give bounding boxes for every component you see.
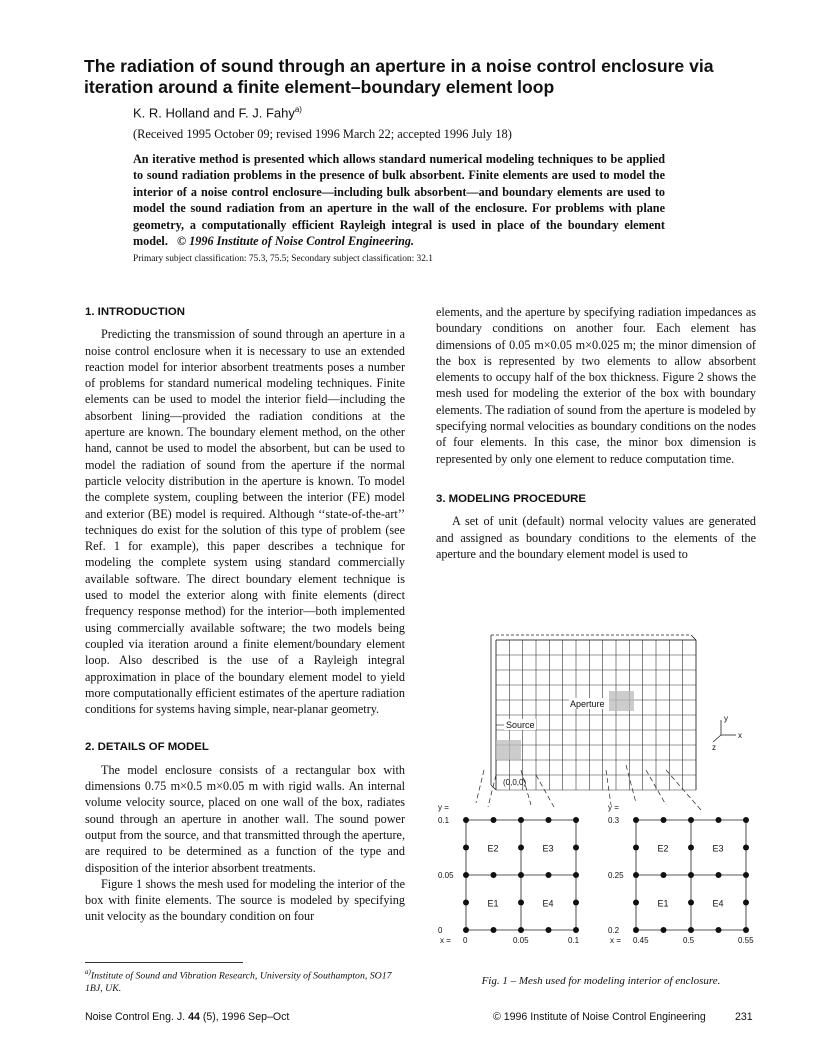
mesh-node bbox=[661, 927, 667, 933]
authors: K. R. Holland and F. J. Fahy bbox=[133, 105, 295, 121]
mesh-node bbox=[743, 872, 749, 878]
abstract-text: An iterative method is presented which allows standard numerical modeling techniques to be applied to sound radiation problems in the presence of bulk absorbent. Finite elements are used to model the interior of a noise control enclosure—including bulk absorbent—and boundary elements are used to model the sound radiation from an aperture in the wall of the enclosure. For problems with plane geometry, a computationally efficient Rayleigh integral is used in place of the boundary element model. bbox=[133, 152, 665, 249]
element-label: E3 bbox=[542, 843, 554, 854]
mesh-node bbox=[518, 872, 524, 878]
author-footnote-mark: a) bbox=[294, 105, 302, 114]
abstract bbox=[133, 151, 665, 249]
y-tick-label: 0.05 bbox=[438, 871, 454, 880]
mesh-diagram bbox=[436, 625, 766, 955]
detail-left bbox=[438, 803, 580, 945]
subject-classification: Primary subject classification: 75.3, 75.5; Secondary subject classification: 32.1 bbox=[133, 254, 433, 264]
mesh-node bbox=[546, 817, 552, 823]
footnote-text: Institute of Sound and Vibration Research, University of Southampton, SO17 1BJ, UK. bbox=[85, 970, 392, 994]
footer-journal bbox=[85, 1011, 289, 1023]
mesh-node bbox=[716, 817, 722, 823]
mesh-node bbox=[463, 900, 469, 906]
introduction-paragraph: Predicting the transmission of sound through an aperture in a noise control enclosure when it is necessary to use an extended reaction model for interior absorbent treatments poses a number of problems for standard numerical modeling techniques. Finite elements can be used to model the interior field—including the absorbent lining—provided the radiation conditions at the aperture are known. The boundary element method, on the other hand, cannot be used to model the absorbent, but can be used to model the radiation of sound from the aperture if the normal particle velocity distribution in the aperture is known. To model the complete system, coupling between the interior (FE) model and exterior (BE) model is required. Although ‘‘state-of-the-art’’ techniques do exist for the solution of this type of problem (see Ref. 1 for example), this paper describes a technique for modeling the complete system using standard commercially available software. The direct boundary element technique is used to model the exterior along with finite elements (direct frequency response method) for the interior—both implemented using commercially available software; the two models being coupled via iteration around a finite element/boundary element loop. Also described is the use of a Rayleigh integral approximation in place of the boundary element model to yield more computationally efficient estimates of the aperture radiation conditions for systems having simple, near-planar geometry. bbox=[85, 327, 405, 717]
right-column bbox=[436, 304, 756, 562]
aperture-region bbox=[609, 691, 634, 711]
x-tick-label: 0.55 bbox=[738, 936, 754, 945]
y-tick-label: 0.25 bbox=[608, 871, 624, 880]
y-tick-label: 0.3 bbox=[608, 816, 620, 825]
mesh-node bbox=[491, 927, 497, 933]
mesh-node bbox=[573, 845, 579, 851]
mesh-node bbox=[573, 900, 579, 906]
mesh-node bbox=[573, 927, 579, 933]
mesh-node bbox=[716, 872, 722, 878]
mesh-node bbox=[573, 872, 579, 878]
axis-z-label: z bbox=[712, 743, 716, 752]
section-heading-procedure: 3. MODELING PROCEDURE bbox=[436, 492, 586, 505]
mesh-node bbox=[518, 900, 524, 906]
mesh-node bbox=[633, 817, 639, 823]
mesh-node bbox=[633, 927, 639, 933]
mesh-node bbox=[463, 845, 469, 851]
x-axis-label: x = bbox=[610, 936, 621, 945]
procedure-paragraph: A set of unit (default) normal velocity values are generated and assigned as boundary conditions to the elements of the aperture and the boundary element model is used to bbox=[436, 514, 756, 561]
mesh-node bbox=[743, 845, 749, 851]
x-axis-label: x = bbox=[440, 936, 451, 945]
details-paragraph-1: The model enclosure consists of a rectangular box with dimensions 0.75 m×0.5 m×0.05 m with rigid walls. An internal volume velocity source, placed on one wall of the box, radiates sound through an aperture in another wall. The sound power output from the source, and that transmitted through the aperture, are required to be determined as a function of the type and disposition of the interior absorbent treatments. bbox=[85, 762, 405, 875]
origin-label: (0,0,0) bbox=[503, 778, 527, 787]
source-region bbox=[496, 740, 521, 760]
mesh-node bbox=[518, 927, 524, 933]
left-column bbox=[85, 304, 405, 925]
footer-copyright: © 1996 Institute of Noise Control Engineering bbox=[493, 1011, 706, 1023]
mesh-node bbox=[688, 845, 694, 851]
journal-name: Noise Control Eng. J. bbox=[85, 1011, 186, 1023]
mesh-grid bbox=[496, 640, 696, 790]
mesh-node bbox=[633, 900, 639, 906]
footnote-rule bbox=[85, 962, 243, 963]
mesh-node bbox=[633, 845, 639, 851]
received-dates: (Received 1995 October 09; revised 1996 March 22; accepted 1996 July 18) bbox=[133, 127, 512, 141]
mesh-node bbox=[688, 927, 694, 933]
element-label: E1 bbox=[657, 898, 669, 909]
journal-issue: (5), 1996 Sep–Oct bbox=[202, 1011, 290, 1023]
mesh-node bbox=[661, 872, 667, 878]
detail-right bbox=[608, 803, 754, 945]
mesh-node bbox=[546, 872, 552, 878]
x-tick-label: 0.05 bbox=[513, 936, 529, 945]
mesh-node bbox=[463, 872, 469, 878]
mesh-node bbox=[688, 900, 694, 906]
element-label: E1 bbox=[487, 898, 499, 909]
footnote bbox=[85, 966, 410, 995]
mesh-node bbox=[518, 845, 524, 851]
mesh-node bbox=[688, 872, 694, 878]
paper-title: The radiation of sound through an aperture in a noise control enclosure via iteration around a finite element–boundary element loop bbox=[84, 56, 714, 97]
element-label: E2 bbox=[487, 843, 499, 854]
source-label: Source bbox=[506, 720, 535, 730]
mesh-node bbox=[463, 927, 469, 933]
projection-lines bbox=[476, 765, 701, 810]
element-label: E4 bbox=[542, 898, 554, 909]
mesh-node bbox=[491, 817, 497, 823]
axis-triad bbox=[713, 720, 736, 742]
figure-caption: Fig. 1 – Mesh used for modeling interior of enclosure. bbox=[481, 975, 721, 987]
x-tick-label: 0.1 bbox=[568, 936, 580, 945]
abstract-copyright: © 1996 Institute of Noise Control Engineering. bbox=[177, 234, 414, 249]
y-tick-label: 0.1 bbox=[438, 816, 450, 825]
mesh-node bbox=[743, 817, 749, 823]
mesh-node bbox=[463, 817, 469, 823]
mesh-node bbox=[573, 817, 579, 823]
x-tick-label: 0.45 bbox=[633, 936, 649, 945]
x-tick-label: 0 bbox=[463, 936, 468, 945]
mesh-node bbox=[661, 817, 667, 823]
section-heading-introduction: 1. INTRODUCTION bbox=[85, 306, 185, 318]
element-label: E3 bbox=[712, 843, 724, 854]
mesh-node bbox=[743, 900, 749, 906]
element-label: E2 bbox=[657, 843, 669, 854]
journal-volume: 44 bbox=[188, 1011, 200, 1023]
x-tick-label: 0.5 bbox=[683, 936, 695, 945]
mesh-node bbox=[518, 817, 524, 823]
mesh-node bbox=[546, 927, 552, 933]
axis-x-label: x bbox=[738, 731, 742, 740]
element-label: E4 bbox=[712, 898, 724, 909]
footnote-mark: a) bbox=[85, 968, 91, 976]
details-paragraph-2: Figure 1 shows the mesh used for modeling the interior of the box with finite elements. The source is modeled by specifying unit velocity as the boundary condition on four bbox=[85, 876, 405, 924]
mesh-node bbox=[743, 927, 749, 933]
mesh-node bbox=[688, 817, 694, 823]
page-number: 231 bbox=[735, 1011, 753, 1023]
mesh-node bbox=[491, 872, 497, 878]
author-line bbox=[133, 105, 302, 120]
figure-1 bbox=[436, 625, 766, 955]
mesh-node bbox=[633, 872, 639, 878]
y-axis-label: y = bbox=[608, 803, 619, 812]
y-tick-label: 0.2 bbox=[608, 926, 620, 935]
details-paragraph-2-continued: elements, and the aperture by specifying radiation impedances as boundary conditions on another four. Each element has dimensions of 0.05 m×0.05 m×0.025 m; the minor dimension of the box is represented by two elements to allow absorbent elements to occupy half of the box thickness. Figure 2 shows the mesh used for modeling the exterior of the box with boundary elements. The radiation of sound from the aperture is modeled by specifying normal velocities as boundary conditions on the nodes of four elements. In this case, the minor box dimension is represented by only one element to reduce computation time. bbox=[436, 305, 756, 466]
aperture-label: Aperture bbox=[570, 699, 605, 709]
axis-y-label: y bbox=[724, 714, 728, 723]
y-axis-label: y = bbox=[438, 803, 449, 812]
y-tick-label: 0 bbox=[438, 926, 443, 935]
section-heading-details: 2. DETAILS OF MODEL bbox=[85, 741, 209, 754]
box-outline bbox=[491, 635, 696, 790]
mesh-node bbox=[716, 927, 722, 933]
